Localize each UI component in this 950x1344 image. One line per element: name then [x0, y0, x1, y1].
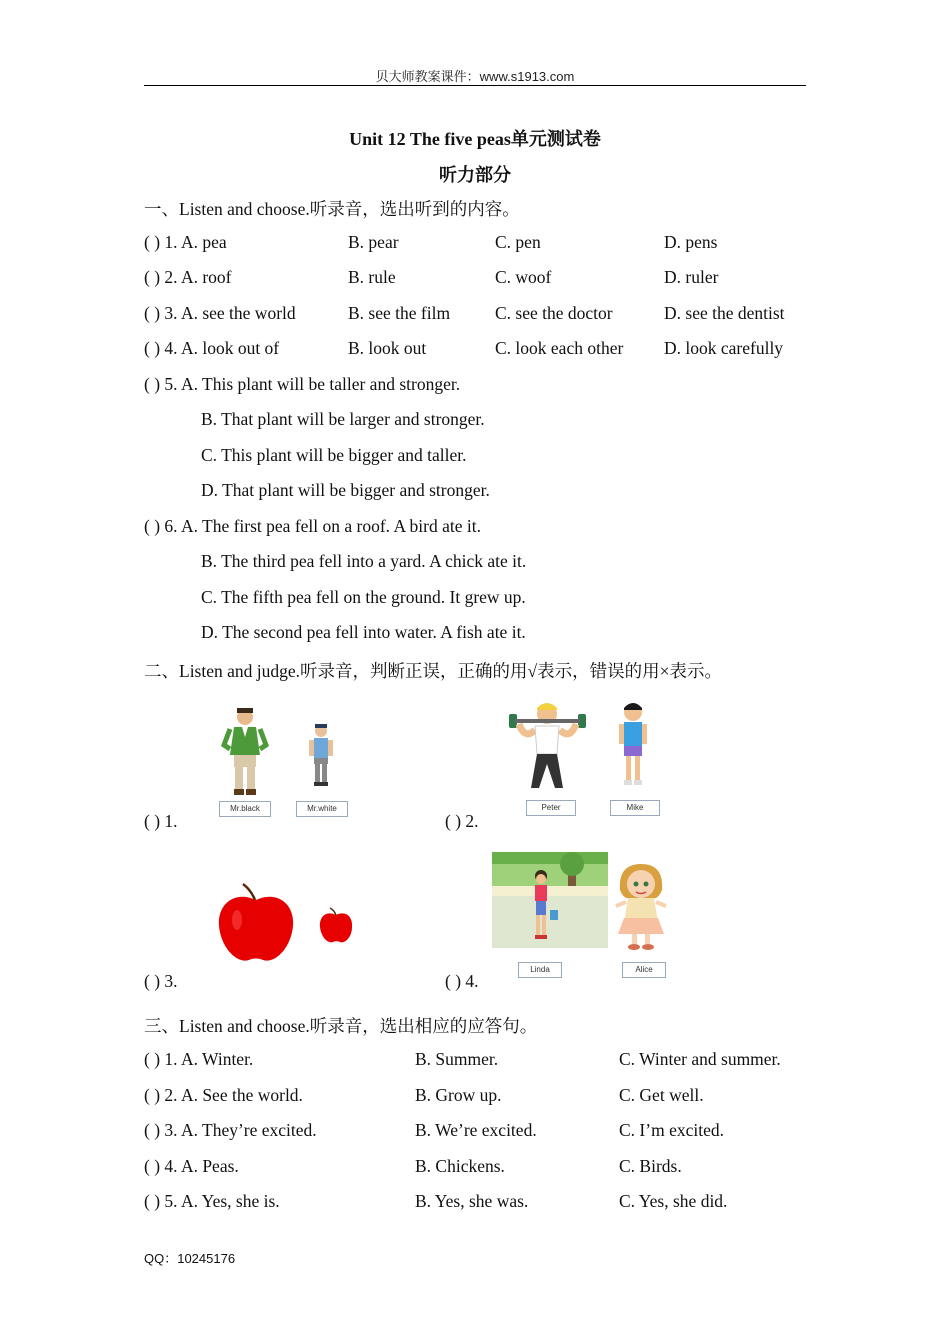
page-header: 贝大师教案课件：www.s1913.com	[375, 69, 575, 84]
s2-q1-label: ( ) 1.	[144, 811, 178, 831]
s1-q3-b: B. see the film	[348, 303, 451, 323]
s1-q2-b: B. rule	[348, 267, 396, 287]
man-figure-illustration	[220, 705, 270, 797]
page-footer: QQ：10245176	[144, 1251, 236, 1266]
s3-q3-b: B. We’re excited.	[415, 1120, 537, 1140]
s3-q1-c: C. Winter and summer.	[619, 1049, 781, 1069]
s3-q4-a: ( ) 4. A. Peas.	[144, 1156, 239, 1176]
s1-q1-a: ( ) 1. A. pea	[144, 232, 227, 252]
s3-q4-b: B. Chickens.	[415, 1156, 505, 1176]
s1-q2-c: C. woof	[495, 267, 552, 287]
s1-q5-d: D. That plant will be bigger and stronger.	[201, 480, 490, 500]
s1-q3-d: D. see the dentist	[664, 303, 785, 323]
girl-figure-illustration	[612, 860, 670, 952]
s1-q6-a: ( ) 6. A. The first pea fell on a roof. A bird ate it.	[144, 516, 481, 536]
section2-heading: 二、Listen and judge.听录音，判断正误，正确的用√表示，错误的用×表示。	[144, 661, 722, 681]
s3-q4-c: C. Birds.	[619, 1156, 682, 1176]
name-card: Peter	[526, 800, 576, 816]
s1-q3-c: C. see the doctor	[495, 303, 613, 323]
page-title: Unit 12 The five peas单元测试卷	[349, 129, 601, 149]
s1-q4-c: C. look each other	[495, 338, 624, 358]
name-card: Linda	[518, 962, 562, 978]
s3-q3-c: C. I’m excited.	[619, 1120, 724, 1140]
s1-q6-c: C. The fifth pea fell on the ground. It grew up.	[201, 587, 526, 607]
big-apple-illustration	[215, 882, 297, 966]
s3-q1-b: B. Summer.	[415, 1049, 499, 1069]
s1-q3-a: ( ) 3. A. see the world	[144, 303, 296, 323]
s1-q5-b: B. That plant will be larger and stronger.	[201, 409, 485, 429]
strong-man-illustration	[505, 700, 590, 792]
section3-heading: 三、Listen and choose.听录音，选出相应的应答句。	[144, 1016, 538, 1036]
s3-q1-a: ( ) 1. A. Winter.	[144, 1049, 254, 1069]
s2-q3-label: ( ) 3.	[144, 971, 178, 991]
s1-q1-c: C. pen	[495, 232, 541, 252]
s3-q2-c: C. Get well.	[619, 1085, 704, 1105]
name-card: Mike	[610, 800, 660, 816]
s1-q2-a: ( ) 2. A. roof	[144, 267, 232, 287]
s1-q5-c: C. This plant will be bigger and taller.	[201, 445, 467, 465]
name-card: Alice	[622, 962, 666, 978]
s1-q6-b: B. The third pea fell into a yard. A chick ate it.	[201, 551, 527, 571]
s2-q2-label: ( ) 2.	[445, 811, 479, 831]
s1-q1-d: D. pens	[664, 232, 718, 252]
s3-q2-a: ( ) 2. A. See the world.	[144, 1085, 303, 1105]
s1-q1-b: B. pear	[348, 232, 399, 252]
small-apple-illustration	[318, 907, 354, 945]
s3-q3-a: ( ) 3. A. They’re excited.	[144, 1120, 317, 1140]
section1-heading: 一、Listen and choose.听录音，选出听到的内容。	[144, 199, 520, 219]
page-subtitle: 听力部分	[439, 165, 511, 185]
s3-q2-b: B. Grow up.	[415, 1085, 502, 1105]
s1-q2-d: D. ruler	[664, 267, 719, 287]
name-card: Mr.white	[296, 801, 348, 817]
s3-q5-c: C. Yes, she did.	[619, 1191, 728, 1211]
s1-q4-b: B. look out	[348, 338, 427, 358]
name-card: Mr.black	[219, 801, 271, 817]
s1-q4-d: D. look carefully	[664, 338, 784, 358]
boy-figure-illustration	[613, 700, 653, 788]
s2-q4-label: ( ) 4.	[445, 971, 479, 991]
s1-q5-a: ( ) 5. A. This plant will be taller and stronger.	[144, 374, 461, 394]
s3-q5-b: B. Yes, she was.	[415, 1191, 529, 1211]
s3-q5-a: ( ) 5. A. Yes, she is.	[144, 1191, 280, 1211]
s1-q6-d: D. The second pea fell into water. A fish ate it.	[201, 622, 526, 642]
boy-figure-illustration	[305, 722, 337, 788]
header-divider	[144, 85, 806, 86]
s1-q4-a: ( ) 4. A. look out of	[144, 338, 280, 358]
girl-park-scene-illustration	[492, 852, 608, 948]
